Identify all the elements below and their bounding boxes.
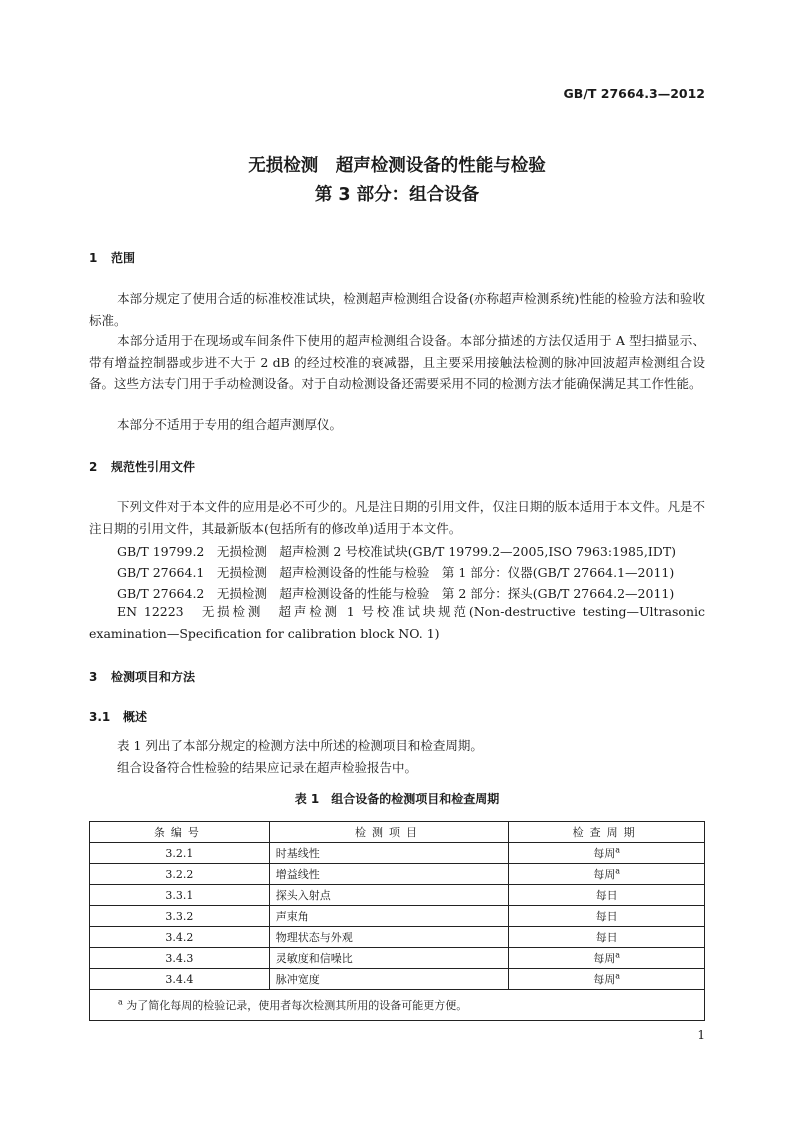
table-row — [90, 948, 705, 969]
clause-cell: 3.4.4 — [90, 969, 270, 990]
period-text: 每周 — [593, 973, 616, 986]
scope-paragraph-2 — [89, 330, 705, 395]
clause-cell: 3.4.2 — [90, 927, 270, 948]
period-text: 每周 — [593, 847, 616, 860]
period-cell — [509, 843, 705, 864]
column-header-period: 检查周期 — [509, 822, 705, 843]
footnote-marker: a — [615, 950, 621, 960]
clause-cell: 3.3.2 — [90, 906, 270, 927]
overview-paragraph-1 — [89, 735, 705, 757]
paragraph-text: 本部分不适用于专用的组合超声测厚仪。 — [117, 417, 343, 432]
item-cell: 灵敏度和信噪比 — [269, 948, 509, 969]
table-row — [90, 843, 705, 864]
section-number: 2 — [89, 460, 98, 474]
document-title: 无损检测 超声检测设备的性能与检验 — [248, 156, 546, 176]
period-cell — [509, 927, 705, 948]
overview-paragraph-2 — [89, 757, 705, 779]
column-header-clause: 条编号 — [90, 822, 270, 843]
footnote-marker: a — [615, 866, 621, 876]
clause-cell: 3.3.1 — [90, 885, 270, 906]
period-cell — [509, 948, 705, 969]
table-caption: 表 1 组合设备的检测项目和检查周期 — [294, 792, 500, 806]
period-text: 每日 — [595, 889, 618, 902]
period-cell — [509, 864, 705, 885]
column-header-item: 检测项目 — [269, 822, 509, 843]
section-number: 3 — [89, 670, 98, 684]
reference-item: GB/T 27664.1 无损检测 超声检测设备的性能与检验 第 1 部分：仪器(GB/T 27664.1—2011) — [117, 565, 675, 580]
item-cell: 探头入射点 — [269, 885, 509, 906]
table-row — [90, 927, 705, 948]
footnote-marker: a — [118, 997, 123, 1007]
standard-code: GB/T 27664.3—2012 — [563, 86, 705, 101]
clause-cell: 3.2.1 — [90, 843, 270, 864]
table-footnote — [90, 990, 705, 1021]
period-text: 每日 — [595, 910, 618, 923]
period-cell — [509, 969, 705, 990]
clause-cell: 3.2.2 — [90, 864, 270, 885]
table-row — [90, 864, 705, 885]
paragraph-text: 表 1 列出了本部分规定的检测方法中所述的检测项目和检查周期。 — [117, 738, 483, 753]
item-cell: 脉冲宽度 — [269, 969, 509, 990]
section-heading-2 — [89, 458, 195, 475]
item-cell: 物理状态与外观 — [269, 927, 509, 948]
scope-paragraph-3 — [89, 414, 705, 436]
period-text: 每周 — [593, 952, 616, 965]
item-cell: 增益线性 — [269, 864, 509, 885]
period-text: 每周 — [593, 868, 616, 881]
footnote-text: 为了简化每周的检验记录，使用者每次检测其所用的设备可能更方便。 — [126, 999, 468, 1012]
section-heading-3-1 — [89, 708, 147, 725]
period-cell — [509, 906, 705, 927]
section-title: 规范性引用文件 — [111, 460, 196, 474]
item-cell: 声束角 — [269, 906, 509, 927]
reference-item: GB/T 19799.2 无损检测 超声检测 2 号校准试块(GB/T 19799.2—2005,ISO 7963:1985,IDT) — [117, 544, 677, 559]
table-row — [90, 969, 705, 990]
paragraph-text: 本部分规定了使用合适的标准校准试块，检测超声检测组合设备(亦称超声检测系统)性能的检验方法和验收标准。 — [89, 291, 705, 328]
table-row — [90, 906, 705, 927]
footnote-marker: a — [615, 971, 621, 981]
section-number: 1 — [89, 251, 98, 265]
reference-item: GB/T 27664.2 无损检测 超声检测设备的性能与检验 第 2 部分：探头(GB/T 27664.2—2011) — [117, 586, 675, 601]
paragraph-text: 本部分适用于在现场或车间条件下使用的超声检测组合设备。本部分描述的方法仅适用于 A 型扫描显示、带有增益控制器或步进不大于 2 dB 的经过校准的衰减器，且主要采用接触法检测的脉冲回波超声检测组合设备。这些方法专门用于手动检测设备。对于自动检测设备还需要采用不同的检测方法才能确保满足其工作性能。 — [89, 333, 705, 391]
section-title: 概述 — [123, 710, 148, 724]
table-header-row — [90, 822, 705, 843]
section-number: 3.1 — [89, 710, 111, 724]
normative-intro — [89, 496, 705, 539]
section-title: 检测项目和方法 — [111, 670, 196, 684]
document-subtitle: 第 3 部分：组合设备 — [314, 185, 480, 205]
scope-paragraph-1 — [89, 288, 705, 331]
section-title: 范围 — [111, 251, 136, 265]
paragraph-text: 下列文件对于本文件的应用是必不可少的。凡是注日期的引用文件，仅注日期的版本适用于本文件。凡是不注日期的引用文件，其最新版本(包括所有的修改单)适用于本文件。 — [89, 499, 705, 536]
clause-cell: 3.4.3 — [90, 948, 270, 969]
paragraph-text: 组合设备符合性检验的结果应记录在超声检验报告中。 — [117, 760, 418, 775]
paragraph-text: EN 12223 无损检测 超声检测 1 号校准试块规范(Non-destructive testing—Ultrasonic examination—Specification for calibration block NO. 1) — [89, 604, 705, 641]
page-number: 1 — [697, 1028, 705, 1042]
reference-item-en — [89, 601, 705, 644]
table-footnote-row — [90, 990, 705, 1021]
footnote-marker: a — [615, 845, 621, 855]
inspection-items-table — [89, 821, 705, 1021]
period-text: 每日 — [595, 931, 618, 944]
period-cell — [509, 885, 705, 906]
item-cell: 时基线性 — [269, 843, 509, 864]
table-row — [90, 885, 705, 906]
section-heading-1 — [89, 249, 135, 266]
section-heading-3 — [89, 668, 195, 685]
